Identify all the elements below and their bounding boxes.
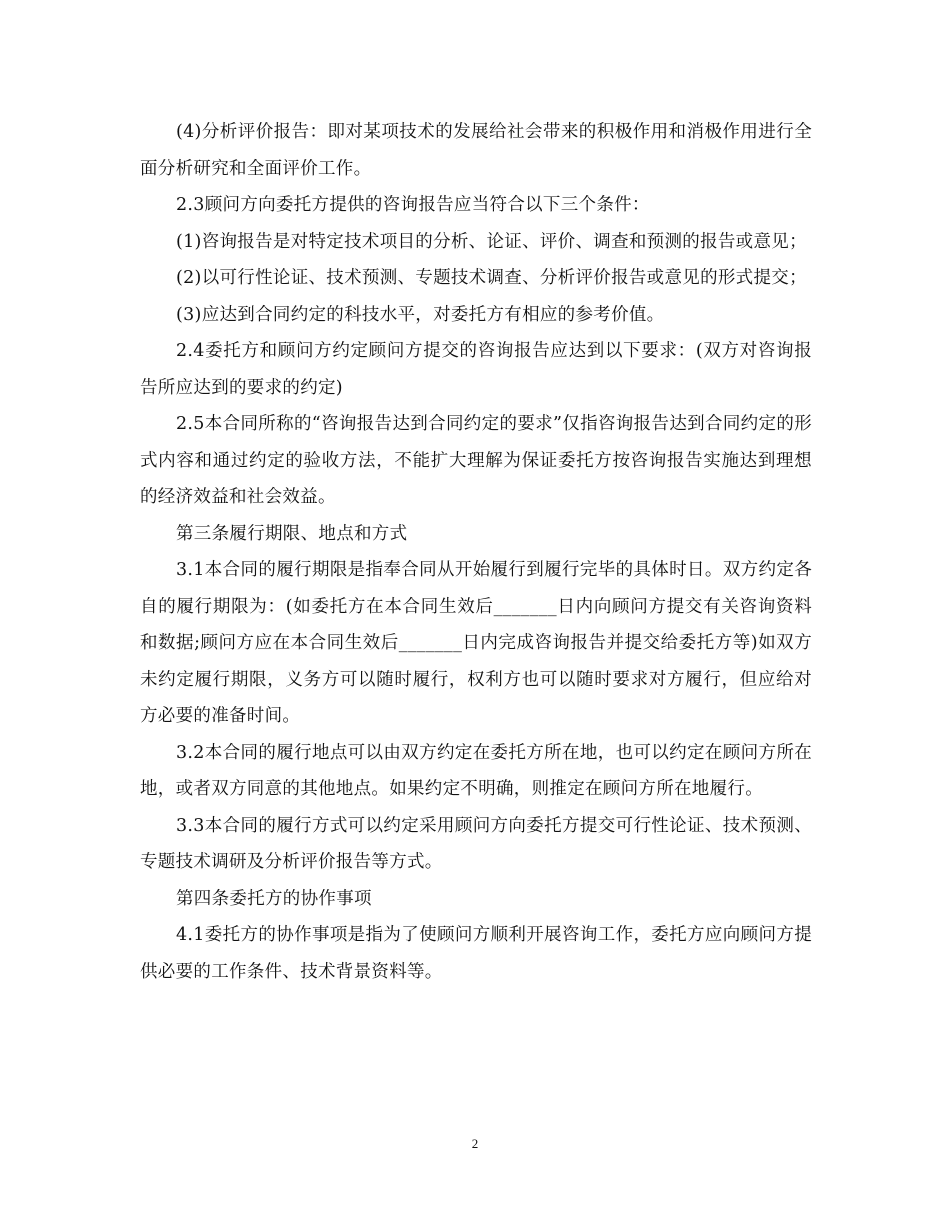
section-heading-article-3: 第三条履行期限、地点和方式 <box>176 523 408 544</box>
paragraph-4-analysis-report: (4)分析评价报告：即对某项技术的发展给社会带来的积极作用和消极作用进行全面分析研究和全面评价工作。 <box>140 122 812 179</box>
paragraph-3-1-term: 3.1本合同的履行期限是指奉合同从开始履行到履行完毕的具体时日。双方约定各自的履行期限为：(如委托方在本合同生效后_______日内向顾问方提交有关咨询资料和数据;顾问方应在本合同生效后_______日内完成咨询报告并提交给委托方等)如双方未约定履行期限，义务方可以随时履行，权利方也可以随时要求对方履行，但应给对方必要的准备时间。 <box>140 560 812 726</box>
paragraph-condition-1: (1)咨询报告是对特定技术项目的分析、论证、评价、调查和预测的报告或意见； <box>176 231 807 252</box>
paragraph-condition-3: (3)应达到合同约定的科技水平，对委托方有相应的参考价值。 <box>176 304 665 325</box>
paragraph-condition-2: (2)以可行性论证、技术预测、专题技术调查、分析评价报告或意见的形式提交； <box>176 268 807 288</box>
paragraph-2-5-definition: 2.5本合同所称的“咨询报告达到合同约定的要求”仅指咨询报告达到合同约定的形式内容和通过约定的验收方法，不能扩大理解为保证委托方按咨询报告实施达到理想的经济效益和社会效益。 <box>140 414 812 507</box>
page-number: 2 <box>471 1136 479 1151</box>
document-body <box>140 114 812 990</box>
paragraph-4-1-cooperation: 4.1委托方的协作事项是指为了使顾问方顺利开展咨询工作，委托方应向顾问方提供必要的工作条件、技术背景资料等。 <box>140 925 812 982</box>
section-heading-article-4: 第四条委托方的协作事项 <box>176 888 372 909</box>
paragraph-3-2-location: 3.2本合同的履行地点可以由双方约定在委托方所在地，也可以约定在顾问方所在地，或者双方同意的其他地点。如果约定不明确，则推定在顾问方所在地履行。 <box>140 742 812 799</box>
paragraph-3-3-method: 3.3本合同的履行方式可以约定采用顾问方向委托方提交可行性论证、技术预测、专题技术调研及分析评价报告等方式。 <box>140 815 812 872</box>
paragraph-2-4-requirements: 2.4委托方和顾问方约定顾问方提交的咨询报告应达到以下要求：(双方对咨询报告所应达到的要求的约定) <box>140 341 812 398</box>
paragraph-2-3-conditions: 2.3顾问方向委托方提供的咨询报告应当符合以下三个条件： <box>176 195 650 215</box>
